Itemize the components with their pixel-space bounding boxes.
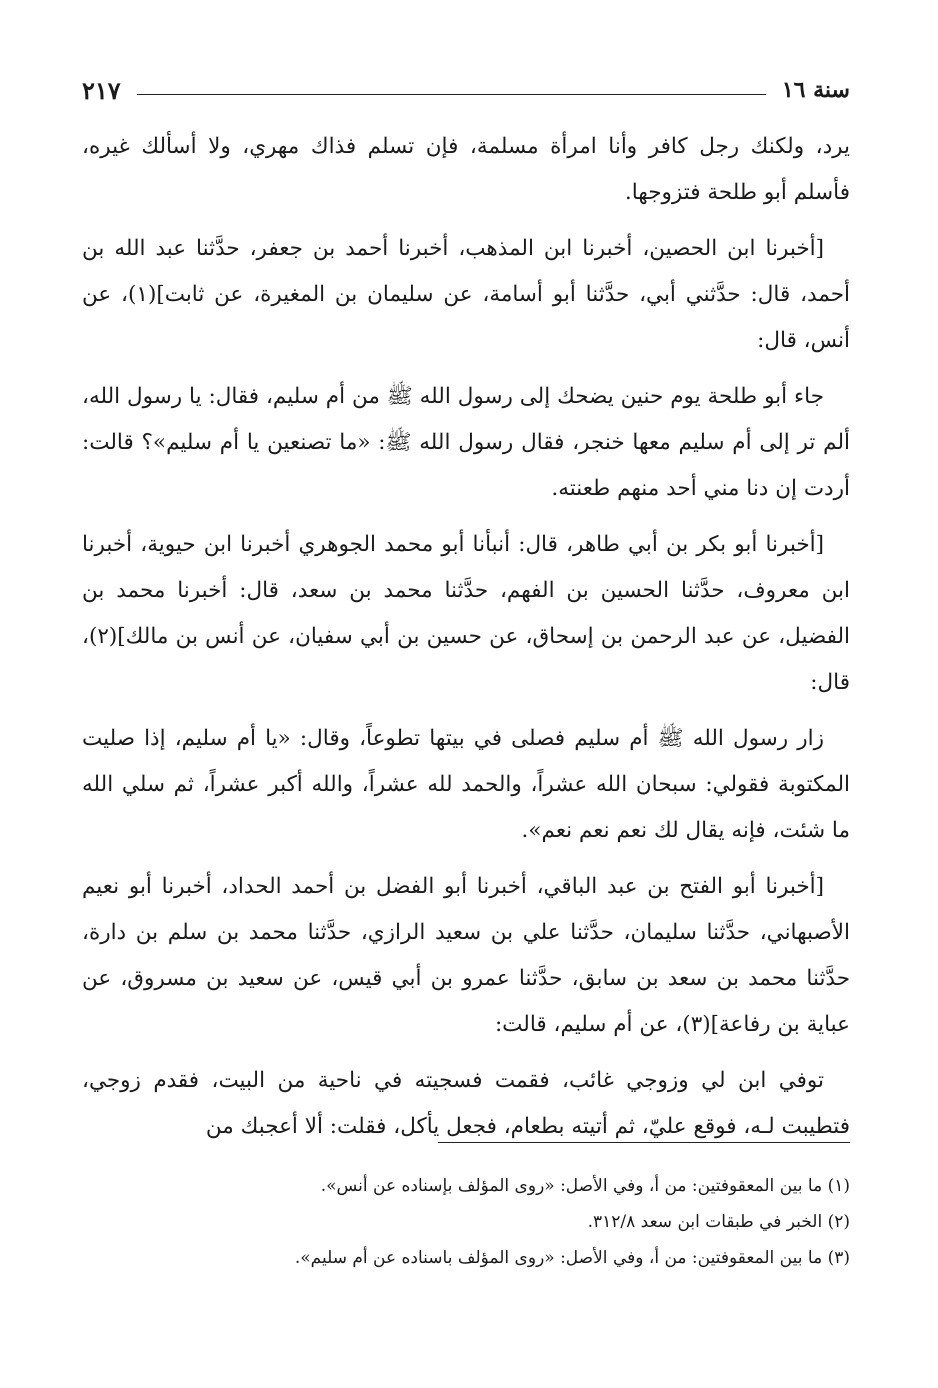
footnote: (١) ما بين المعقوفتين: من أ، وفي الأصل: «روى المؤلف بإسناده عن أنس». <box>320 1176 850 1196</box>
page-header <box>82 70 850 110</box>
header-rule <box>137 94 766 95</box>
paragraph: جاء أبو طلحة يوم حنين يضحك إلى رسول الله ﷺ من أم سليم، فقال: يا رسول الله، ألم تر إلى أم سليم معها خنجر، فقال رسول الله ﷺ: «ما تصنعين يا أم سليم»؟ قالت: أردت إن دنا مني أحد منهم طعنته. <box>82 384 850 501</box>
running-title: سنة ١٦ <box>781 77 850 103</box>
paragraph: توفي ابن لي وزوجي غائب، فقمت فسجيته في ناحية من البيت، فقدم زوجي، فتطيبت لـه، فوقع عليّ، ثم أتيته بطعام، فجعل يأكل، فقلت: ألا أعجبك من <box>82 1068 850 1139</box>
paragraph: يرد، ولكنك رجل كافر وأنا امرأة مسلمة، فإن تسلم فذاك مهري، ولا أسألك غيره، فأسلم أبو طلحة فتزوجها. <box>82 134 850 205</box>
footnote: (٣) ما بين المعقوفتين: من أ، وفي الأصل: «روى المؤلف باسناده عن أم سليم». <box>294 1248 850 1268</box>
page-number: ٢١٧ <box>82 75 121 105</box>
footnotes <box>82 1168 850 1276</box>
paragraph: [أخبرنا أبو بكر بن أبي طاهر، قال: أنبأنا أبو محمد الجوهري أخبرنا ابن حيوية، أخبرنا ابن معروف، حدَّثنا الحسين بن الفهم، حدَّثنا محمد بن سعد، قال: أخبرنا محمد بن الفضيل، عن عبد الرحمن بن إسحاق، عن حسين بن أبي سفيان، عن أنس بن مالك](٢)، قال: <box>82 532 850 695</box>
footnote-rule <box>438 1142 850 1143</box>
paragraph: [أخبرنا أبو الفتح بن عبد الباقي، أخبرنا أبو الفضل بن أحمد الحداد، أخبرنا أبو نعيم الأصبهاني، حدَّثنا سليمان، حدَّثنا علي بن سعيد الرازي، حدَّثنا محمد بن سلم بن دارة، حدَّثنا محمد بن سعد بن سابق، حدَّثنا عمرو بن أبي قيس، عن سعيد بن مسروق، عن عباية بن رفاعة](٣)، عن أم سليم، قالت: <box>82 874 850 1037</box>
footnote: (٢) الخبر في طبقات ابن سعد ٣١٢/٨. <box>587 1212 850 1232</box>
paragraph: زار رسول الله ﷺ أم سليم فصلى في بيتها تطوعاً، وقال: «يا أم سليم، إذا صليت المكتوبة فقولي: سبحان الله عشراً، والحمد لله عشراً، والله أكبر عشراً، ثم سلي الله ما شئت، فإنه يقال لك نعم نعم نعم». <box>82 726 850 843</box>
paragraph: [أخبرنا ابن الحصين، أخبرنا ابن المذهب، أخبرنا أحمد بن جعفر، حدَّثنا عبد الله بن أحمد، قال: حدَّثني أبي، حدَّثنا أبو أسامة، عن سليمان بن المغيرة، عن ثابت](١)، عن أنس، قال: <box>82 236 851 353</box>
main-text <box>82 124 850 1160</box>
